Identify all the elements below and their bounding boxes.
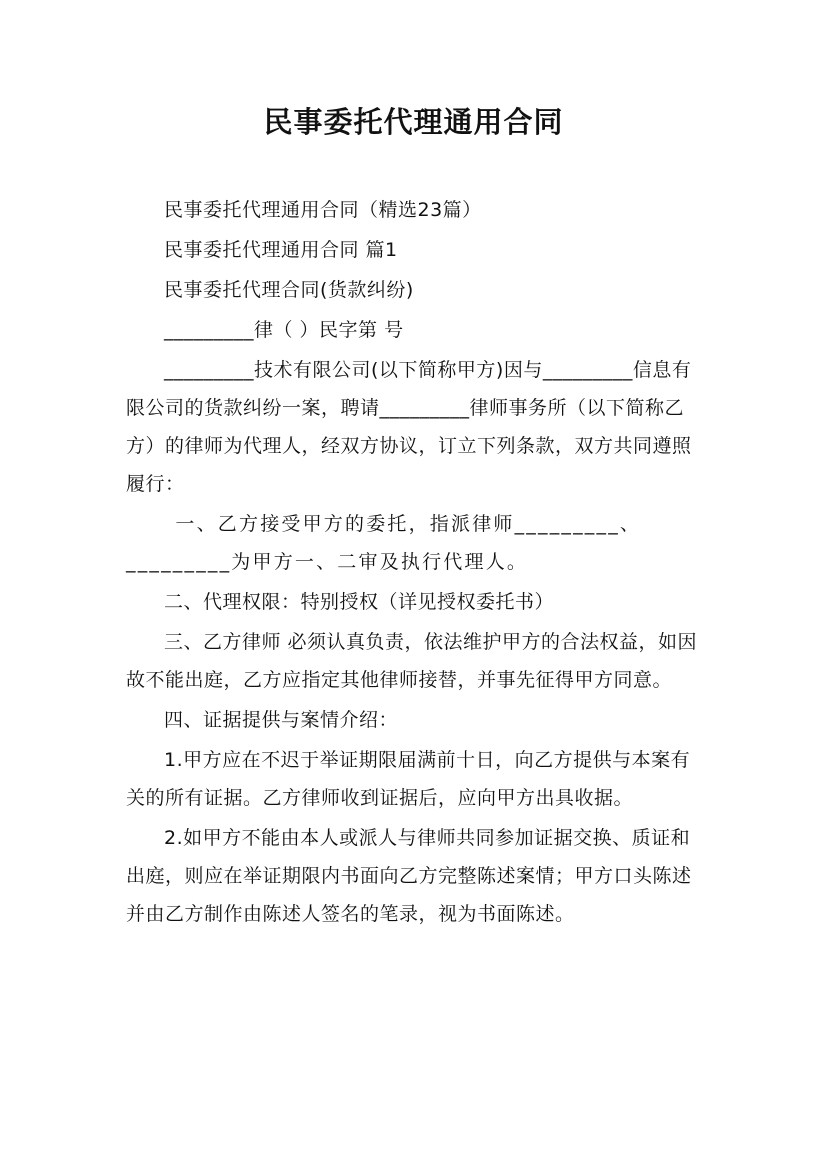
paragraph-clause-4: 四、证据提供与案情介绍： — [164, 709, 399, 731]
paragraph-collection-title: 民事委托代理通用合同（精选23篇） — [164, 199, 482, 221]
paragraph-clause-4-item-1: 1.甲方应在不迟于举证期限届满前十日，向乙方提供与本案有关的所有证据。乙方律师收到证据后，应向甲方出具收据。 — [126, 749, 691, 809]
document-title: 民事委托代理通用合同 — [263, 105, 564, 139]
paragraph-preamble: _________技术有限公司(以下简称甲方)因与_________信息有限公司的货款纠纷一案，聘请_________律师事务所（以下简称乙方）的律师为代理人，经双方协议，订立下列条款，双方共同遵照履行： — [126, 359, 692, 495]
paragraph-contract-number: _________律（ ）民字第 号 — [164, 319, 404, 341]
paragraph-contract-name: 民事委托代理合同(货款纠纷) — [164, 279, 414, 301]
document-body — [126, 191, 706, 935]
paragraph-clause-4-item-2: 2.如甲方不能由本人或派人与律师共同参加证据交换、质证和出庭，则应在举证期限内书面向乙方完整陈述案情；甲方口头陈述并由乙方制作由陈述人签名的笔录，视为书面陈述。 — [126, 827, 692, 925]
paragraph-clause-1: 一、乙方接受甲方的委托，指派律师_________、_________为甲方一、二审及执行代理人。 — [126, 513, 642, 573]
paragraph-article-heading: 民事委托代理通用合同 篇1 — [164, 239, 398, 261]
paragraph-clause-2: 二、代理权限：特别授权（详见授权委托书） — [164, 591, 555, 613]
paragraph-clause-3: 三、乙方律师 必须认真负责，依法维护甲方的合法权益，如因故不能出庭，乙方应指定其他律师接替，并事先征得甲方同意。 — [126, 631, 698, 691]
